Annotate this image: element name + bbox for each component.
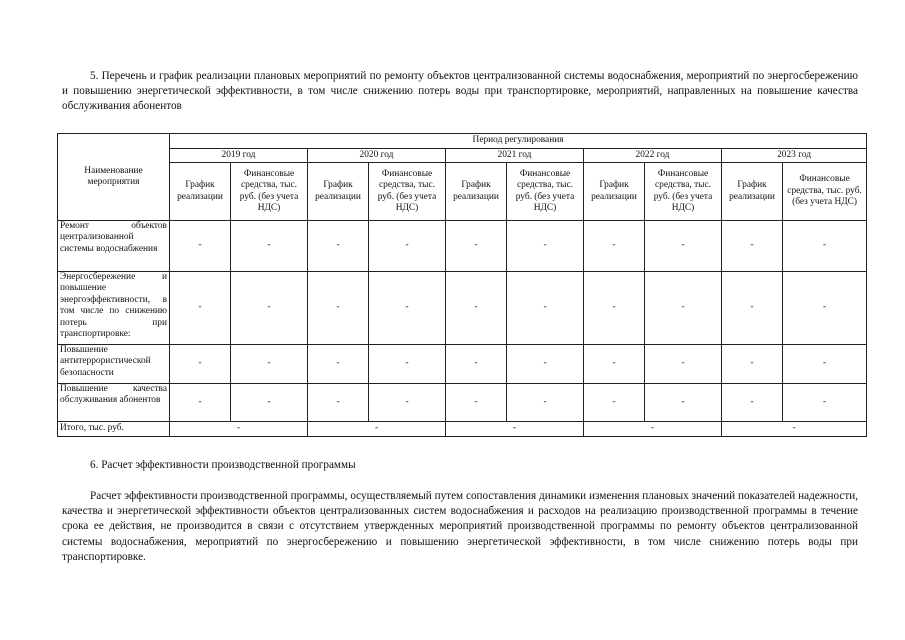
cell-value: - bbox=[446, 272, 507, 345]
total-label: Итого, тыс. руб. bbox=[58, 422, 170, 437]
cell-value: - bbox=[722, 345, 783, 384]
cell-value: - bbox=[584, 272, 645, 345]
cell-value: - bbox=[507, 384, 584, 422]
row-name: Повышение антитеррористической безопасности bbox=[58, 345, 170, 384]
cell-value: - bbox=[783, 221, 867, 272]
period-header: Период регулирования bbox=[170, 134, 867, 149]
cell-value: - bbox=[446, 384, 507, 422]
row-name: Ремонт объектов централизованной системы водоснабжения bbox=[58, 221, 170, 272]
cell-value: - bbox=[369, 345, 446, 384]
cell-value: - bbox=[645, 272, 722, 345]
year-header: 2021 год bbox=[446, 149, 584, 163]
plan-table bbox=[57, 133, 867, 437]
cell-value: - bbox=[507, 272, 584, 345]
total-value: - bbox=[722, 422, 867, 437]
row-name: Энергосбережение и повышение энергоэффективности, в том числе по снижению потерь при транспортировке: bbox=[58, 272, 170, 345]
cell-value: - bbox=[584, 384, 645, 422]
year-header: 2019 год bbox=[170, 149, 308, 163]
cell-value: - bbox=[507, 221, 584, 272]
cell-value: - bbox=[308, 384, 369, 422]
year-header: 2020 год bbox=[308, 149, 446, 163]
total-value: - bbox=[584, 422, 722, 437]
cell-value: - bbox=[783, 384, 867, 422]
cell-value: - bbox=[783, 272, 867, 345]
schedule-subheader: График реализации bbox=[446, 163, 507, 221]
cell-value: - bbox=[584, 345, 645, 384]
table-row bbox=[58, 345, 867, 384]
cell-value: - bbox=[446, 345, 507, 384]
cell-value: - bbox=[507, 345, 584, 384]
cell-value: - bbox=[722, 384, 783, 422]
total-value: - bbox=[308, 422, 446, 437]
cell-value: - bbox=[722, 221, 783, 272]
schedule-subheader: График реализации bbox=[170, 163, 231, 221]
name-header: Наименование мероприятия bbox=[58, 134, 170, 221]
cell-value: - bbox=[308, 272, 369, 345]
table-row bbox=[58, 221, 867, 272]
total-value: - bbox=[446, 422, 584, 437]
cell-value: - bbox=[231, 384, 308, 422]
finance-subheader: Финансовые средства, тыс. руб. (без учета НДС) bbox=[369, 163, 446, 221]
cell-value: - bbox=[722, 272, 783, 345]
cell-value: - bbox=[645, 345, 722, 384]
schedule-subheader: График реализации bbox=[722, 163, 783, 221]
cell-value: - bbox=[231, 345, 308, 384]
table-row bbox=[58, 384, 867, 422]
schedule-subheader: График реализации bbox=[308, 163, 369, 221]
cell-value: - bbox=[231, 221, 308, 272]
cell-value: - bbox=[170, 221, 231, 272]
row-name: Повышение качества обслуживания абонентов bbox=[58, 384, 170, 422]
cell-value: - bbox=[170, 384, 231, 422]
cell-value: - bbox=[231, 272, 308, 345]
cell-value: - bbox=[308, 345, 369, 384]
cell-value: - bbox=[170, 345, 231, 384]
year-header: 2022 год bbox=[584, 149, 722, 163]
finance-subheader: Финансовые средства, тыс. руб. (без учета НДС) bbox=[231, 163, 308, 221]
section-5-paragraph: 5. Перечень и график реализации плановых мероприятий по ремонту объектов централизованной системы водоснабжения, мероприятий по энергосбережению и повышению энергетической эффективности, в том числе снижению потерь воды при транспортировке, мероприятий, направленных на повышение качества обслуживания абонентов bbox=[62, 70, 858, 113]
section-6-heading: 6. Расчет эффективности производственной программы bbox=[90, 459, 356, 471]
cell-value: - bbox=[446, 221, 507, 272]
finance-subheader: Финансовые средства, тыс. руб. (без учета НДС) bbox=[783, 163, 867, 221]
cell-value: - bbox=[369, 384, 446, 422]
cell-value: - bbox=[369, 221, 446, 272]
cell-value: - bbox=[308, 221, 369, 272]
total-row bbox=[58, 422, 867, 437]
table-row bbox=[58, 272, 867, 345]
finance-subheader: Финансовые средства, тыс. руб. (без учета НДС) bbox=[645, 163, 722, 221]
year-header: 2023 год bbox=[722, 149, 867, 163]
schedule-subheader: График реализации bbox=[584, 163, 645, 221]
cell-value: - bbox=[584, 221, 645, 272]
cell-value: - bbox=[369, 272, 446, 345]
cell-value: - bbox=[645, 221, 722, 272]
finance-subheader: Финансовые средства, тыс. руб. (без учета НДС) bbox=[507, 163, 584, 221]
section-6-paragraph: Расчет эффективности производственной программы, осуществляемый путем сопоставления динамики изменения плановых значений показателей надежности, качества и энергетической эффективности объектов централизованных систем водоснабжения и расходов на реализацию производственной программы в течение срока ее действия, не производится в связи с отсутствием утвержденных мероприятий производственной программы по ремонту объектов централизованной системы водоснабжения, мероприятий по энергосбережению и повышению энергетической эффективности, в том числе снижению потерь воды при транспортировке. bbox=[62, 490, 858, 563]
cell-value: - bbox=[170, 272, 231, 345]
cell-value: - bbox=[645, 384, 722, 422]
total-value: - bbox=[170, 422, 308, 437]
cell-value: - bbox=[783, 345, 867, 384]
